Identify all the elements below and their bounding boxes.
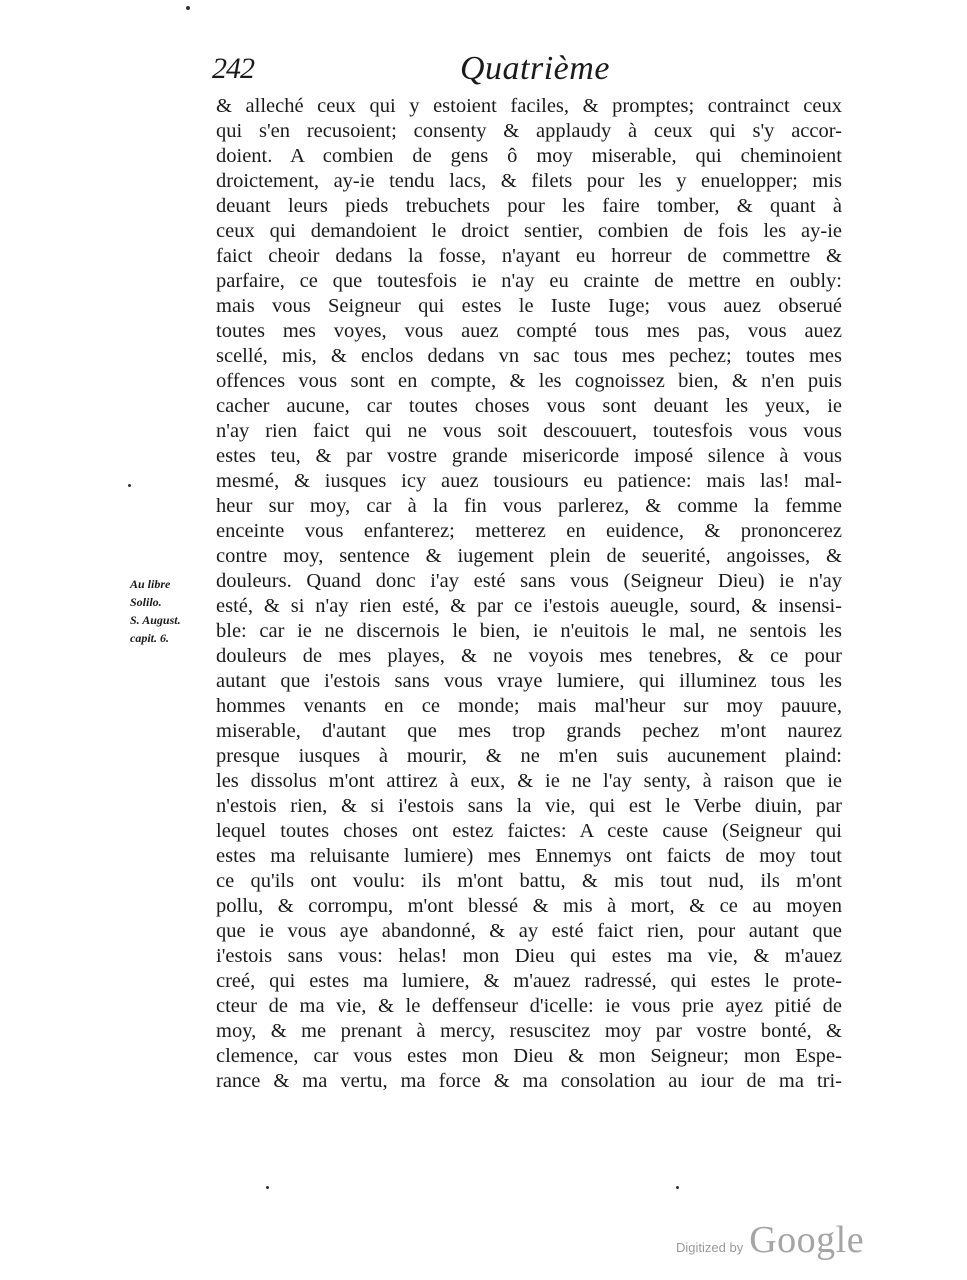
- margin-note-line: Solilo.: [130, 595, 162, 609]
- digitized-prefix: Digitized by: [676, 1240, 744, 1255]
- text-line: contre moy, sentence & iugement plein de seuerité, angoisses, &: [216, 545, 842, 567]
- text-line: n'ay rien faict qui ne vous soit descouuert, toutesfois vous vous: [216, 420, 842, 442]
- text-line: hommes venants en ce monde; mais mal'heur sur moy pauure,: [216, 695, 842, 717]
- margin-note-line: S. August.: [130, 613, 181, 627]
- digitized-watermark: [676, 1218, 864, 1262]
- scan-speck: [186, 6, 190, 10]
- text-line: toutes mes voyes, vous auez compté tous mes pas, vous auez: [216, 320, 842, 342]
- text-line: enceinte vous enfanterez; metterez en euidence, & prononcerez: [216, 520, 842, 542]
- scan-speck: [676, 1186, 679, 1189]
- text-line: offences vous sont en compte, & les cognoissez bien, & n'en puis: [216, 370, 842, 392]
- text-line: miserable, d'autant que mes trop grands pechez m'ont naurez: [216, 720, 842, 742]
- text-line: creé, qui estes ma lumiere, & m'auez radressé, qui estes le prote-: [216, 970, 842, 992]
- google-logo: Google: [749, 1219, 865, 1261]
- margin-note-line: Au libre: [130, 577, 171, 591]
- text-line: autant que i'estois sans vous vraye lumiere, qui illuminez tous les: [216, 670, 842, 692]
- text-line: estes ma reluisante lumiere) mes Ennemys ont faicts de moy tout: [216, 845, 842, 867]
- page-number: 242: [212, 52, 254, 85]
- text-line: parfaire, ce que toutesfois ie n'ay eu crainte de mettre en oubly:: [216, 270, 842, 292]
- text-line: & alleché ceux qui y estoient faciles, & promptes; contrainct ceux: [216, 95, 842, 117]
- text-line: scellé, mis, & enclos dedans vn sac tous mes pechez; toutes mes: [216, 345, 842, 367]
- text-line: cteur de ma vie, & le deffenseur d'icelle: ie vous prie ayez pitié de: [216, 995, 842, 1017]
- text-line: i'estois sans vous: helas! mon Dieu qui estes ma vie, & m'auez: [216, 945, 842, 967]
- text-line: estes teu, & par vostre grande misericorde imposé silence à vous: [216, 445, 842, 467]
- text-line: clemence, car vous estes mon Dieu & mon Seigneur; mon Espe-: [216, 1045, 842, 1067]
- text-line: lequel toutes choses ont estez faictes: A ceste cause (Seigneur qui: [216, 820, 842, 842]
- scan-speck: [266, 1186, 269, 1189]
- text-line: qui s'en recusoient; consenty & applaudy à ceux qui s'y accor-: [216, 120, 842, 142]
- body-text: [216, 94, 842, 1094]
- text-line: esté, & si n'ay rien esté, & par ce i'estois aueugle, sourd, & insensi-: [216, 595, 842, 617]
- text-line: ceux qui demandoient le droict sentier, combien de fois les ay-ie: [216, 220, 842, 242]
- text-line: mesmé, & iusques icy auez tousiours eu patience: mais las! mal-: [216, 470, 842, 492]
- text-line: rance & ma vertu, ma force & ma consolation au iour de ma tri-: [216, 1070, 842, 1092]
- text-line: douleurs de mes playes, & ne voyois mes tenebres, & ce pour: [216, 645, 842, 667]
- text-line: faict cheoir dedans la fosse, n'ayant eu horreur de commettre &: [216, 245, 842, 267]
- margin-note-line: capit. 6.: [130, 631, 169, 645]
- text-line: ce qu'ils ont voulu: ils m'ont battu, & mis tout nud, ils m'ont: [216, 870, 842, 892]
- text-line: doient. A combien de gens ô moy miserable, qui cheminoient: [216, 145, 842, 167]
- text-line: douleurs. Quand donc i'ay esté sans vous (Seigneur Dieu) ie n'ay: [216, 570, 842, 592]
- text-line: droictement, ay-ie tendu lacs, & filets pour les y enuelopper; mis: [216, 170, 842, 192]
- text-line: que ie vous aye abandonné, & ay esté faict rien, pour autant que: [216, 920, 842, 942]
- text-line: heur sur moy, car à la fin vous parlerez, & comme la femme: [216, 495, 842, 517]
- text-line: cacher aucune, car toutes choses vous sont deuant les yeux, ie: [216, 395, 842, 417]
- text-line: n'estois rien, & si i'estois sans la vie, qui est le Verbe diuin, par: [216, 795, 842, 817]
- margin-note: [130, 575, 210, 647]
- scan-speck: [128, 484, 131, 487]
- text-line: les dissolus m'ont attirez à eux, & ie ne l'ay senty, à raison que ie: [216, 770, 842, 792]
- text-line: deuant leurs pieds trebuchets pour les faire tomber, & quant à: [216, 195, 842, 217]
- text-line: presque iusques à mourir, & ne m'en suis aucunement plaind:: [216, 745, 842, 767]
- text-line: mais vous Seigneur qui estes le Iuste Iuge; vous auez obserué: [216, 295, 842, 317]
- text-line: moy, & me prenant à mercy, resuscitez moy par vostre bonté, &: [216, 1020, 842, 1042]
- text-line: ble: car ie ne discernois le bien, ie n'euitois le mal, ne sentois les: [216, 620, 842, 642]
- text-line: pollu, & corrompu, m'ont blessé & mis à mort, & ce au moyen: [216, 895, 842, 917]
- running-title: Quatrième: [460, 50, 610, 87]
